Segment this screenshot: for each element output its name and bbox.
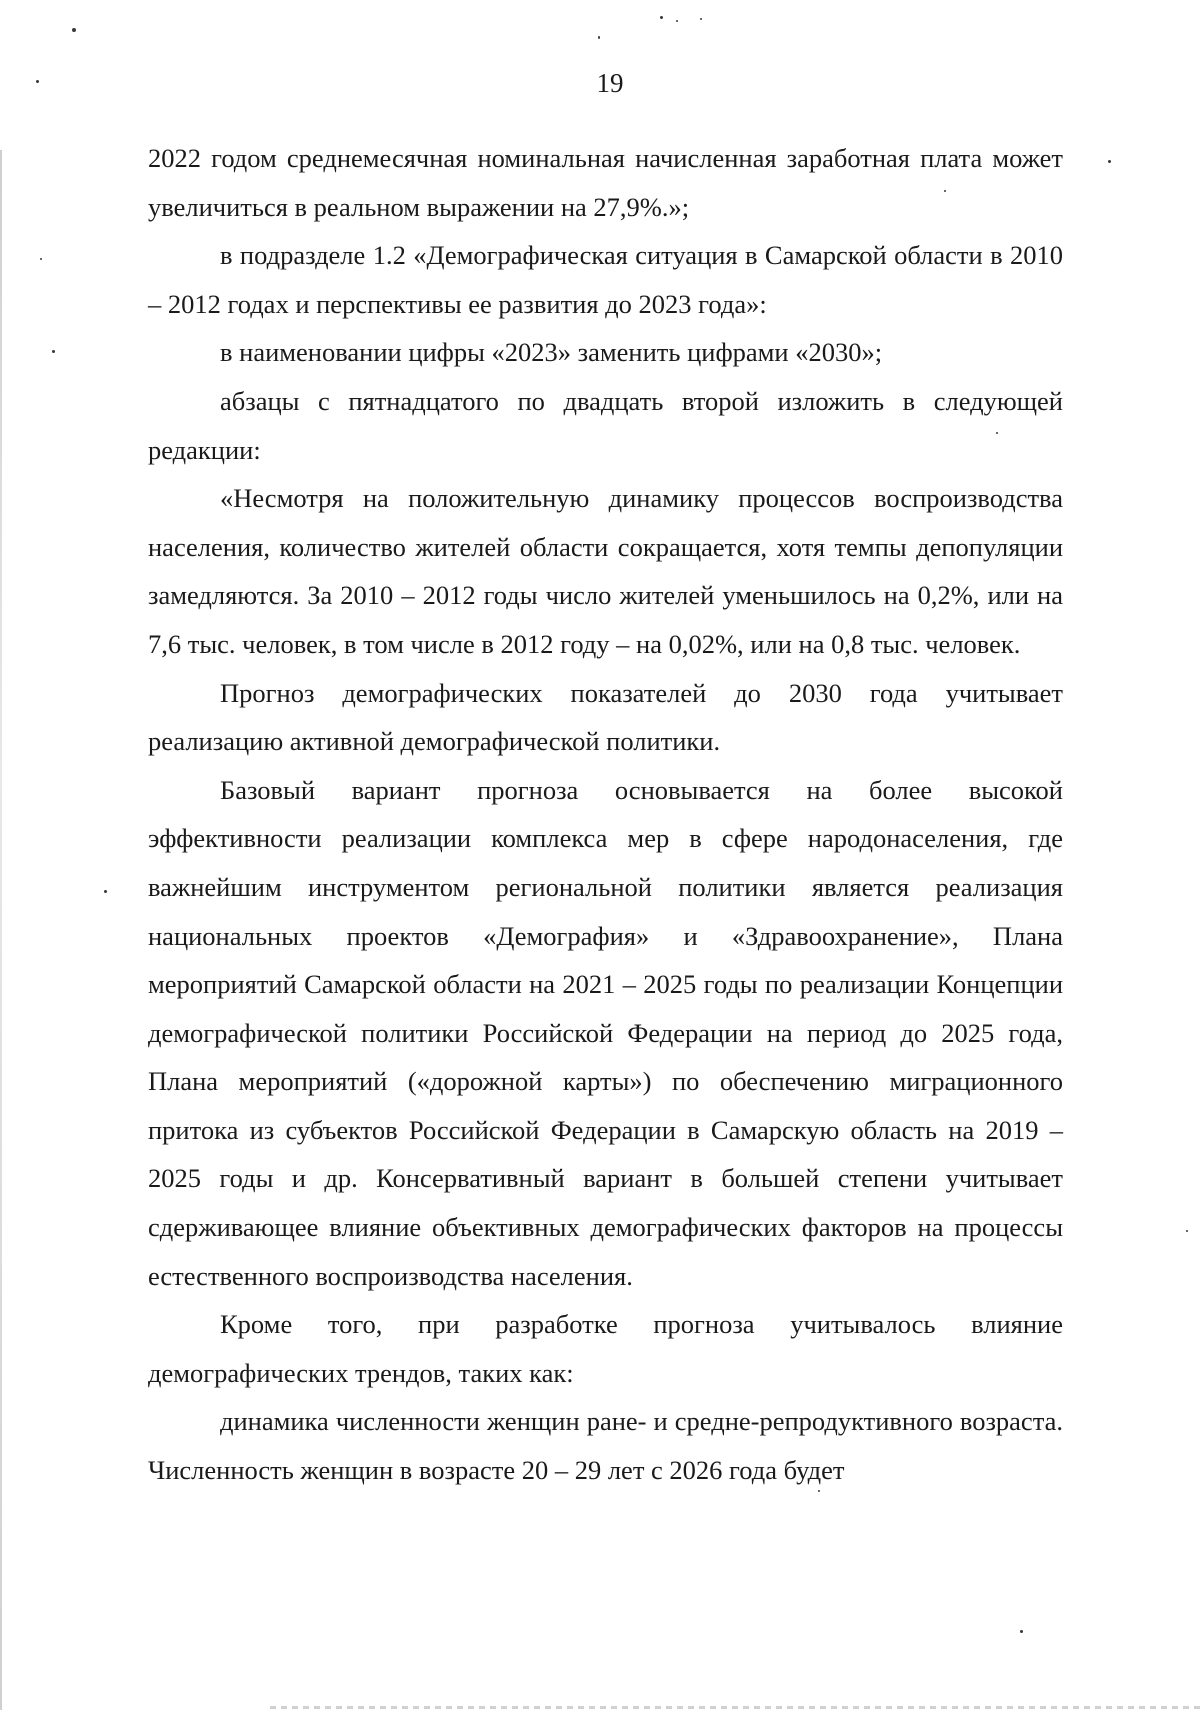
paragraph-1: 2022 годом среднемесячная номинальная начисленная заработная плата может увеличиться в реальном выражении на 27,9%.»; (148, 143, 1063, 222)
scan-bottom-edge (270, 1706, 1200, 1709)
scan-speck (36, 80, 39, 83)
paragraph-5: «Несмотря на положительную динамику процессов воспроизводства населения, количество жителей области сокращается, хотя темпы депопуляции замедляются. За 2010 – 2012 годы число жителей уменьшилось на 0,2%, или на 7,6 тыс. человек, в том числе в 2012 году – на 0,02%, или на 0,8 тыс. человек. (148, 483, 1063, 659)
scan-speck (700, 18, 702, 20)
paragraph-9: динамика численности женщин ране- и средне-репродуктивного возраста. Численность женщин в возрасте 20 – 29 лет с 2026 года будет (148, 1406, 1063, 1486)
page-number: 19 (596, 68, 624, 98)
scan-speck (1020, 1630, 1023, 1633)
paragraph-6: Прогноз демографических показателей до 2030 года учитывает реализацию активной демографической политики. (148, 677, 1063, 757)
scan-speck (660, 16, 663, 19)
scan-speck (1186, 1230, 1188, 1232)
paragraph-2: в подразделе 1.2 «Демографическая ситуация в Самарской области в 2010 – 2012 годах и перспективы ее развития до 2023 года»: (148, 240, 1063, 319)
scan-speck (676, 20, 678, 22)
paragraph-8: Кроме того, при разработке прогноза учитывалось влияние демографических трендов, таких как: (148, 1309, 1063, 1388)
paragraph-7: Базовый вариант прогноза основывается на более высокой эффективности реализации комплекса мер в сфере народонаселения, где важнейшим инструментом региональной политики является реализация национальных проектов «Демография» и «Здравоохранение», Плана мероприятий Самарской области на 2021 – 2025 годы по реализации Концепции демографической политики Российской Федерации на период до 2025 года, Плана мероприятий («дорожной карты») по обеспечению миграционного притока из субъектов Российской Федерации в Самарскую область на 2019 – 2025 годы и др. Консервативный вариант в большей степени учитывает сдерживающее влияние объективных демографических факторов на процессы естественного воспроизводства населения. (148, 774, 1063, 1291)
document-body (148, 134, 1063, 1495)
scan-left-edge (0, 150, 2, 1710)
scan-speck (944, 190, 946, 192)
scan-speck (40, 258, 42, 260)
scan-speck (996, 432, 998, 434)
paragraph-3: в наименовании цифры «2023» заменить цифрами «2030»; (220, 337, 883, 368)
scan-speck (72, 28, 76, 32)
scan-speck (598, 36, 600, 39)
scan-speck (52, 350, 55, 353)
scan-speck (818, 1490, 820, 1492)
paragraph-4: абзацы с пятнадцатого по двадцать второй изложить в следующей редакции: (148, 385, 1063, 465)
scan-speck (1108, 160, 1111, 163)
scan-speck (104, 890, 107, 893)
